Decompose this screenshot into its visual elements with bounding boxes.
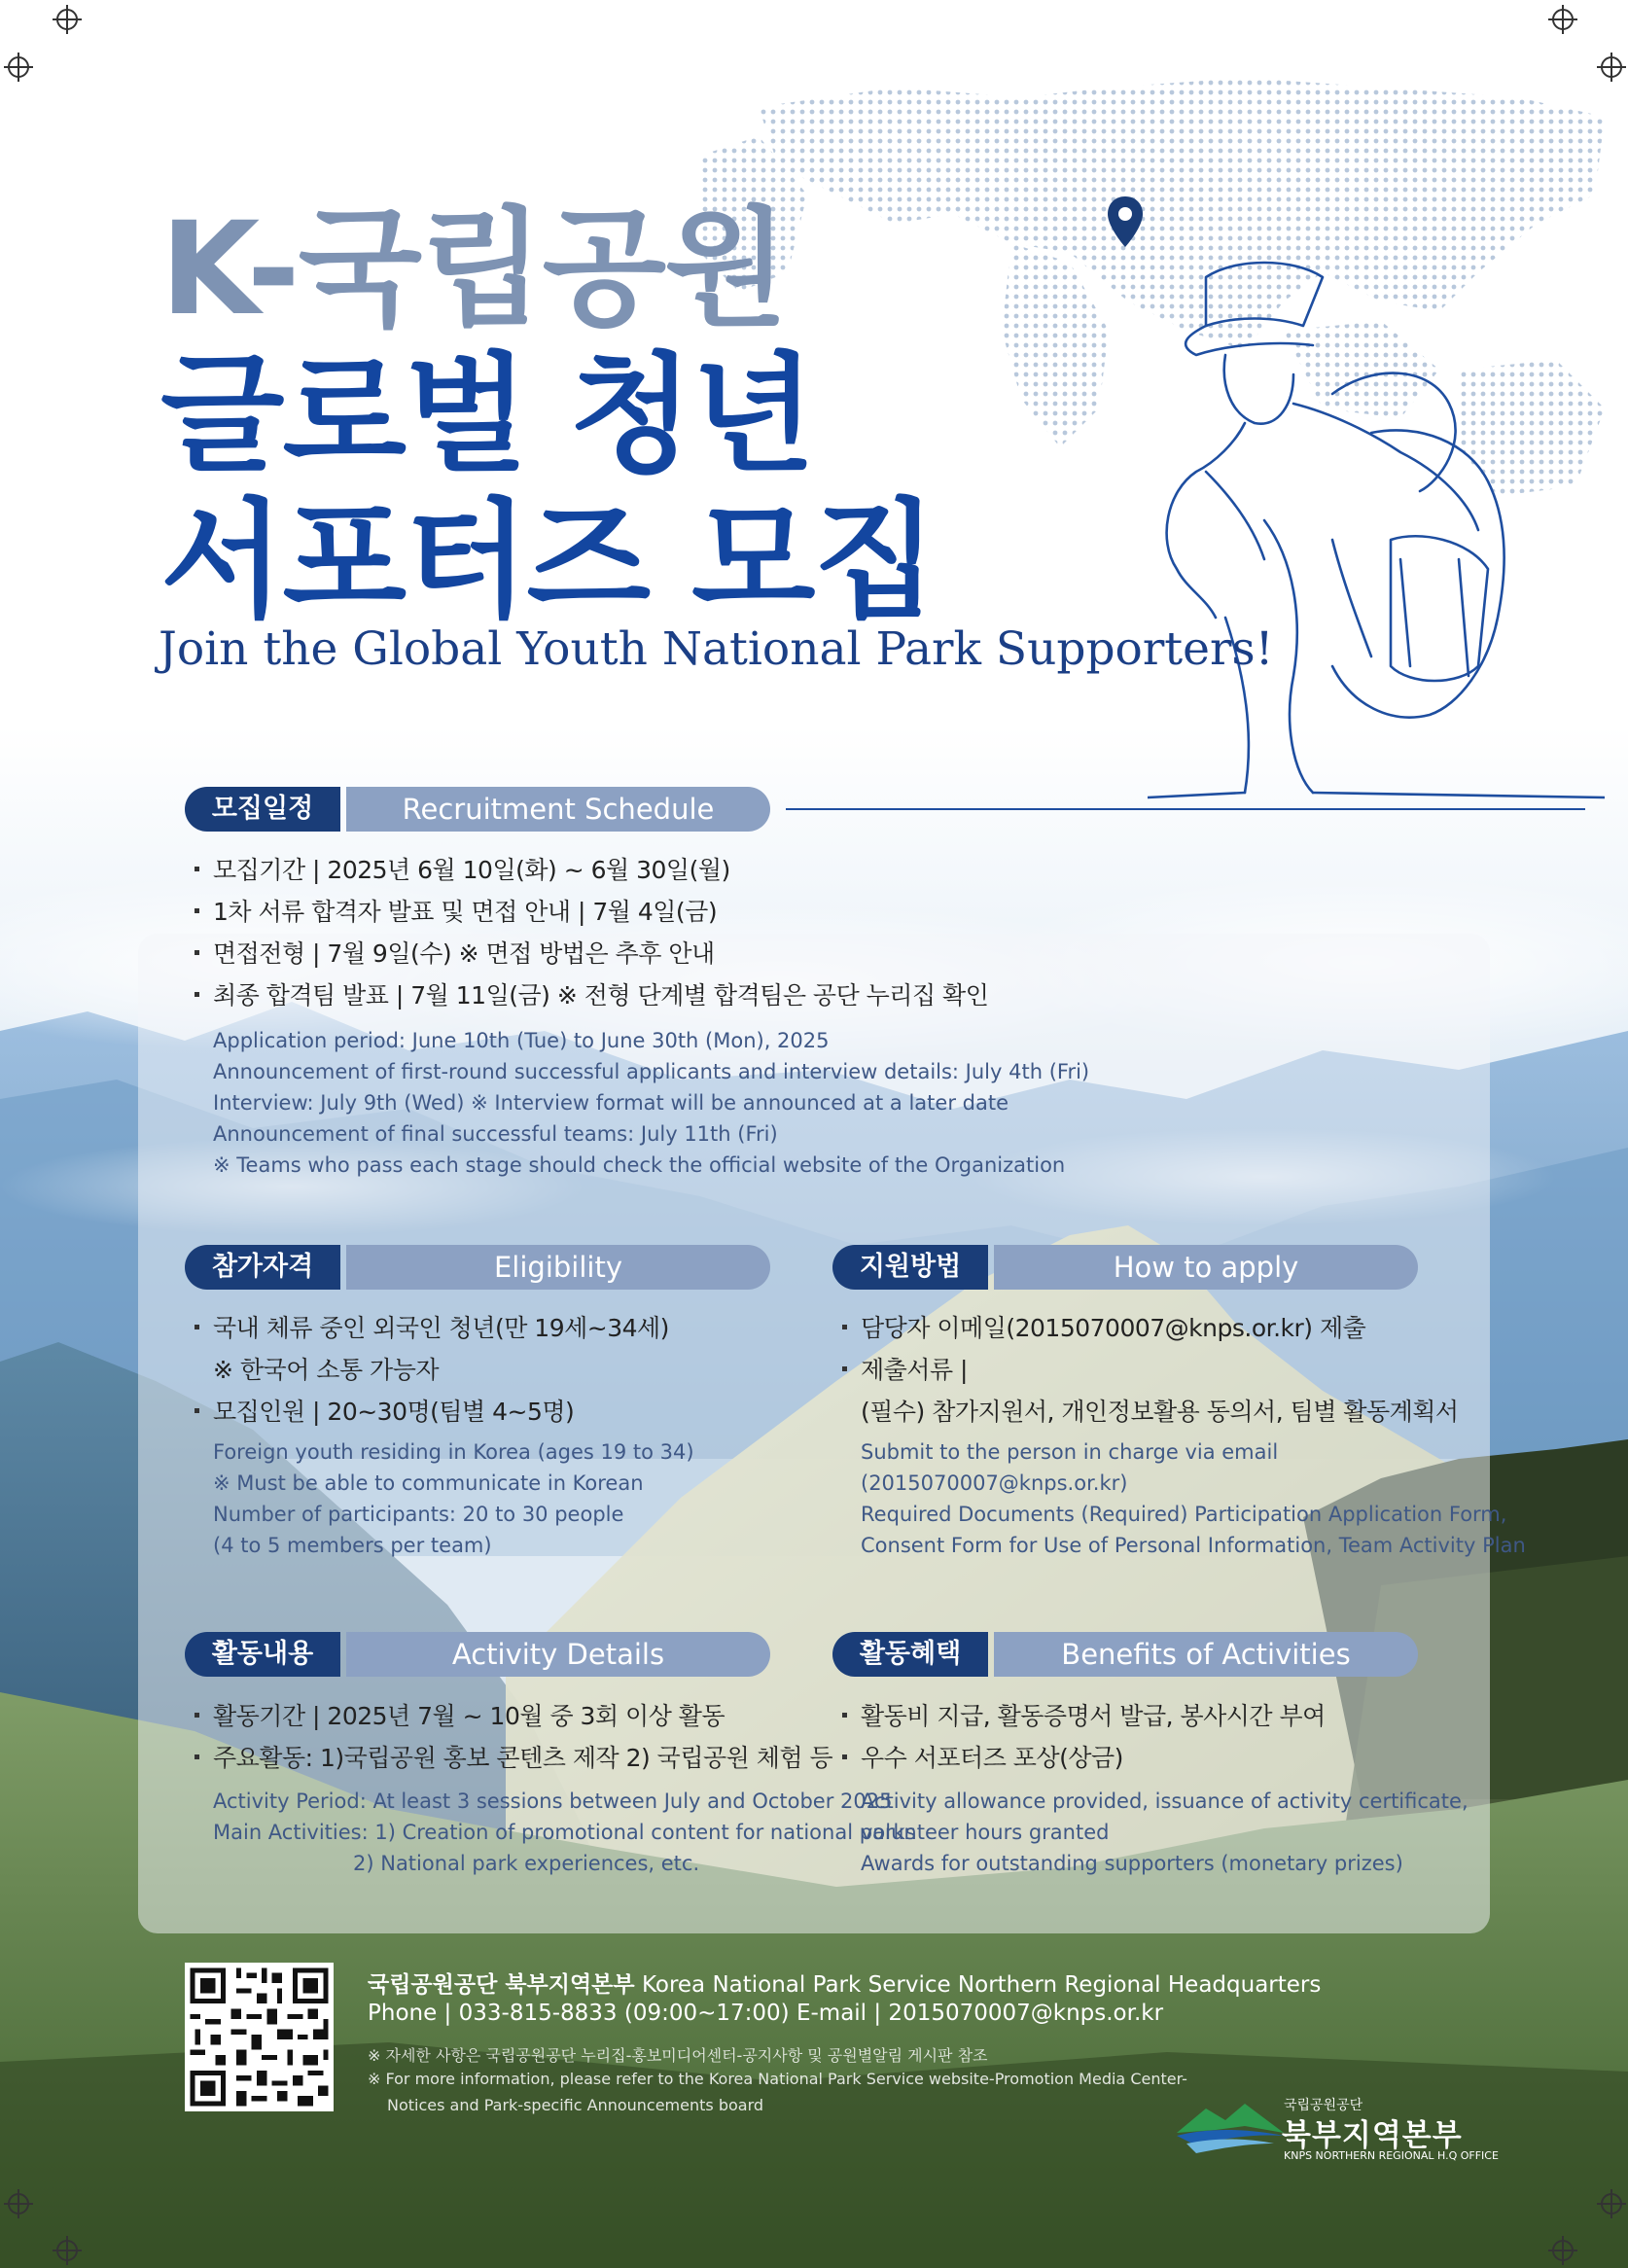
eligibility-english-line: ※ Must be able to communicate in Korean [213,1471,644,1495]
title-line-3: 서포터즈 모집 [160,486,937,636]
activity-label-en: Activity Details [346,1632,770,1677]
activity-item-ko [195,1697,725,1732]
registration-mark-icon [8,56,29,78]
title-line-1: K-국립공원 [160,195,787,344]
schedule-item-ko [195,851,730,886]
footer-contact: Phone | 033-815-8833 (09:00~17:00) E-mail | 2015070007@knps.or.kr [368,2001,1164,2026]
schedule-english-line: Application period: June 10th (Tue) to June 30th (Mon), 2025 [213,1029,830,1052]
schedule-item-text: 면접전형 | 7월 9일(수) ※ 면접 방법은 추후 안내 [213,939,715,968]
apply-item-ko [842,1309,1365,1344]
registration-mark-icon [1601,56,1622,78]
schedule-english-line: ※ Teams who pass each stage should check the official website of the Organization [213,1153,1066,1177]
location-pin-icon [1106,195,1145,249]
qr-code-icon[interactable] [185,1963,334,2111]
bullet-icon [842,1366,847,1371]
apply-item-text: 담당자 이메일(2015070007@knps.or.kr) 제출 [861,1314,1366,1342]
activity-english-line: 2) National park experiences, etc. [353,1852,700,1875]
activity-item-text: 활동기간 | 2025년 7월 ~ 10월 중 3회 이상 활동 [213,1702,726,1730]
activity-item-text: 주요활동: 1)국립공원 홍보 콘텐츠 제작 2) 국립공원 체험 등 [213,1744,833,1772]
bullet-icon [195,950,199,955]
bullet-icon [195,1754,199,1759]
bullet-icon [195,1325,199,1329]
schedule-label-en: Recruitment Schedule [346,787,770,832]
footer-organization [368,1967,1321,1999]
apply-english-line: Consent Form for Use of Personal Information, Team Activity Plan [861,1534,1526,1557]
schedule-item-text: 1차 서류 합격자 발표 및 면접 안내 | 7월 4일(금) [213,898,718,926]
apply-item-ko [842,1351,968,1386]
eligibility-label-en: Eligibility [346,1245,770,1290]
apply-english-line: Required Documents (Required) Participation Application Form, [861,1503,1507,1526]
benefits-english-block [861,1786,1469,1879]
benefits-english-line: Activity allowance provided, issuance of activity certificate, [861,1790,1469,1813]
schedule-english-line: Announcement of first-round successful applicants and interview details: July 4th (Fri) [213,1060,1090,1083]
footer-note-ko: ※ 자세한 사항은 국립공원공단 누리집-홍보미디어센터-공지사항 및 공원별알림 게시판 참조 [368,2046,988,2065]
bullet-icon [195,908,199,913]
schedule-english-line: Announcement of final successful teams: July 11th (Fri) [213,1122,778,1146]
bullet-icon [842,1325,847,1329]
eligibility-note-ko: ※ 한국어 소통 가능자 [213,1356,439,1384]
eligibility-item-text: 국내 체류 중인 외국인 청년(만 19세~34세) [213,1314,669,1342]
footer-note-en-2: Notices and Park-specific Announcements board [387,2096,764,2114]
eligibility-english-block [213,1436,694,1561]
schedule-english-block [213,1025,1089,1181]
benefits-english-line: volunteer hours granted [861,1821,1110,1844]
eligibility-english-line: Foreign youth residing in Korea (ages 19 to 34) [213,1440,694,1464]
schedule-item-ko [195,935,715,970]
bullet-icon [195,992,199,997]
apply-label-en: How to apply [994,1245,1418,1290]
hiker-line-art-illustration [1148,248,1605,812]
footer-note-en-1: ※ For more information, please refer to the Korea National Park Service website-Promotion Media Center- [368,2070,1187,2088]
benefits-item-ko [842,1697,1326,1732]
registration-mark-icon [56,2240,78,2261]
apply-documents-ko: (필수) 참가지원서, 개인정보활용 동의서, 팀별 활동계획서 [861,1398,1459,1426]
apply-label-ko: 지원방법 [832,1245,988,1290]
activity-english-block [213,1786,916,1879]
knps-logo-icon [1177,2099,1284,2157]
apply-english-block [861,1436,1526,1561]
registration-mark-icon [1552,9,1574,30]
subtitle: Join the Global Youth National Park Supporters! [159,622,1274,676]
footer-org-en: Korea National Park Service Northern Regional Headquarters [641,1972,1322,1998]
activity-english-line: Main Activities: 1) Creation of promotional content for national parks [213,1821,916,1844]
logo-small-text: 국립공원공단 [1284,2098,1363,2113]
title-line-2: 글로벌 청년 [160,340,814,490]
benefits-english-line: Awards for outstanding supporters (monetary prizes) [861,1852,1403,1875]
bullet-icon [195,1713,199,1718]
schedule-item-text: 모집기간 | 2025년 6월 10일(화) ~ 6월 30일(월) [213,856,730,884]
eligibility-label-ko: 참가자격 [185,1245,340,1290]
schedule-item-text: 최종 합격팀 발표 | 7월 11일(금) ※ 전형 단계별 합격팀은 공단 누리집 확인 [213,981,989,1010]
schedule-english-line: Interview: July 9th (Wed) ※ Interview format will be announced at a later date [213,1091,1009,1115]
registration-mark-icon [8,2193,29,2215]
schedule-item-ko [195,976,988,1011]
registration-mark-icon [1601,2193,1622,2215]
benefits-item-text: 활동비 지급, 활동증명서 발급, 봉사시간 부여 [861,1702,1326,1730]
activity-label-ko: 활동내용 [185,1632,340,1677]
apply-english-line: Submit to the person in charge via email [861,1440,1279,1464]
bullet-icon [842,1754,847,1759]
trim-edge [0,0,1628,2]
eligibility-english-line: Number of participants: 20 to 30 people [213,1503,624,1526]
eligibility-english-line: (4 to 5 members per team) [213,1534,492,1557]
schedule-label-ko: 모집일정 [185,787,340,832]
apply-english-line: (2015070007@knps.or.kr) [861,1471,1128,1495]
activity-english-line: Activity Period: At least 3 sessions between July and October 2025 [213,1790,893,1813]
schedule-item-ko [195,893,717,928]
eligibility-item-ko [195,1309,669,1344]
bullet-icon [842,1713,847,1718]
bullet-icon [195,867,199,871]
schedule-divider-line [786,808,1585,810]
activity-item-ko [195,1739,832,1774]
registration-mark-icon [56,9,78,30]
benefits-item-ko [842,1739,1123,1774]
eligibility-item-text: 모집인원 | 20~30명(팀별 4~5명) [213,1398,575,1426]
registration-mark-icon [1552,2240,1574,2261]
benefits-label-ko: 활동혜택 [832,1632,988,1677]
eligibility-item-ko [195,1393,574,1428]
bullet-icon [195,1408,199,1413]
benefits-label-en: Benefits of Activities [994,1632,1418,1677]
footer-org-ko: 국립공원공단 북부지역본부 [368,1972,635,1998]
benefits-item-text: 우수 서포터즈 포상(상금) [861,1744,1123,1772]
logo-main-text: 북부지역본부 [1282,2118,1463,2153]
apply-item-text: 제출서류 | [861,1356,968,1384]
logo-english-text: KNPS NORTHERN REGIONAL H.Q OFFICE [1284,2149,1499,2162]
